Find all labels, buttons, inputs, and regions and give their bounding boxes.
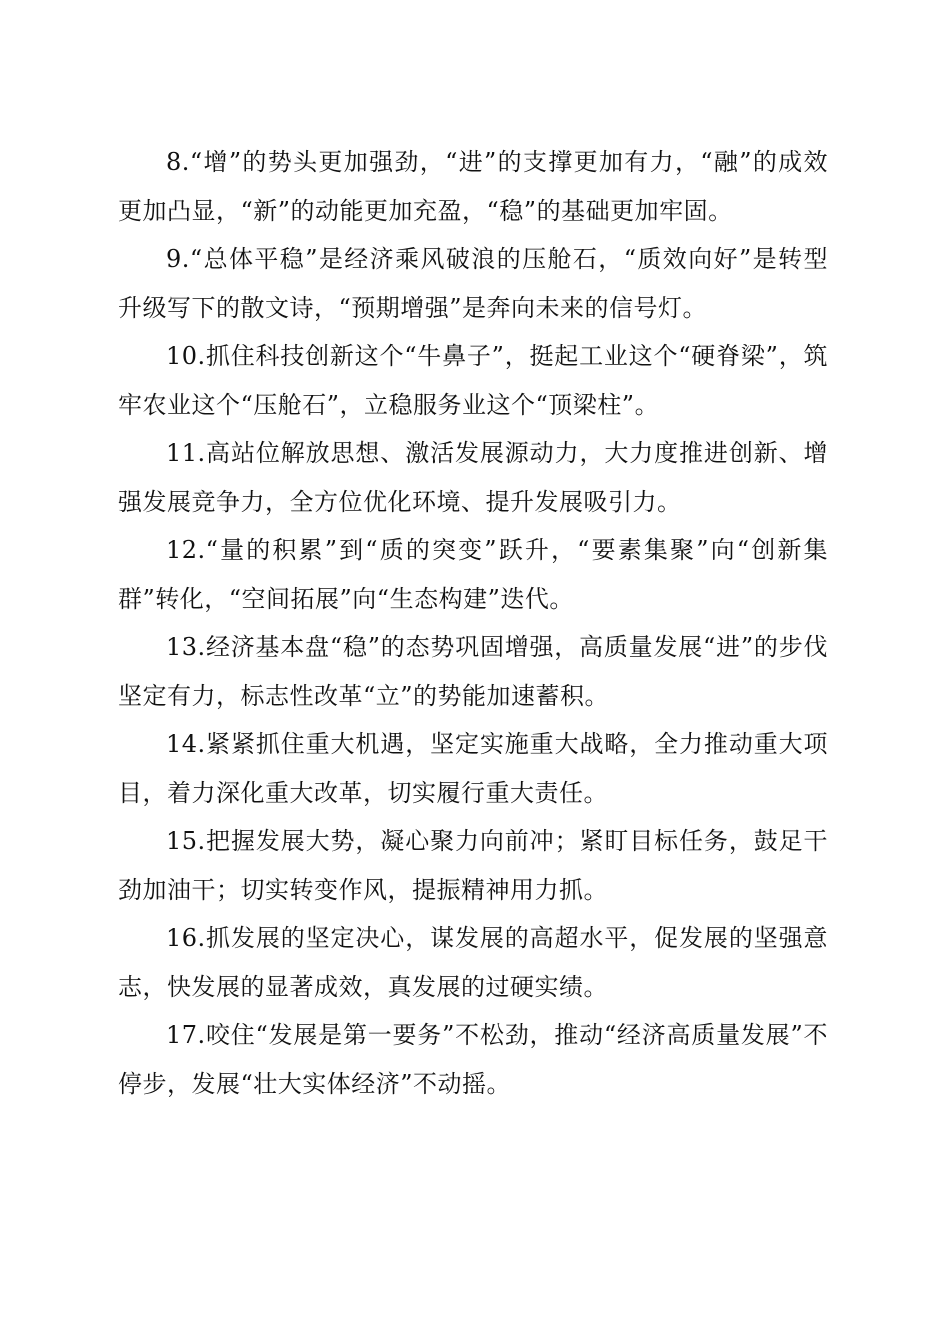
paragraph-15: 15.把握发展大势，凝心聚力向前冲；紧盯目标任务，鼓足干劲加油干；切实转变作风，提振精神用力抓。 (118, 827, 828, 904)
document-body (118, 138, 828, 1108)
paragraph-13: 13.经济基本盘“稳”的态势巩固增强，高质量发展“进”的步伐坚定有力，标志性改革“立”的势能加速蓄积。 (118, 633, 828, 710)
paragraph-12: 12.“量的积累”到“质的突变”跃升，“要素集聚”向“创新集群”转化，“空间拓展”向“生态构建”迭代。 (118, 536, 828, 613)
paragraph-16: 16.抓发展的坚定决心，谋发展的高超水平，促发展的坚强意志，快发展的显著成效，真发展的过硬实绩。 (118, 924, 828, 1001)
paragraph-14: 14.紧紧抓住重大机遇，坚定实施重大战略，全力推动重大项目，着力深化重大改革，切实履行重大责任。 (118, 730, 828, 807)
paragraph-8: 8.“增”的势头更加强劲，“进”的支撑更加有力，“融”的成效更加凸显，“新”的动能更加充盈，“稳”的基础更加牢固。 (118, 148, 828, 225)
paragraph-11: 11.高站位解放思想、激活发展源动力，大力度推进创新、增强发展竞争力，全方位优化环境、提升发展吸引力。 (118, 439, 828, 516)
paragraph-10: 10.抓住科技创新这个“牛鼻子”，挺起工业这个“硬脊梁”，筑牢农业这个“压舱石”，立稳服务业这个“顶梁柱”。 (118, 342, 828, 419)
paragraph-17: 17.咬住“发展是第一要务”不松劲，推动“经济高质量发展”不停步，发展“壮大实体经济”不动摇。 (118, 1021, 828, 1098)
paragraph-9: 9.“总体平稳”是经济乘风破浪的压舱石，“质效向好”是转型升级写下的散文诗，“预期增强”是奔向未来的信号灯。 (118, 245, 828, 322)
